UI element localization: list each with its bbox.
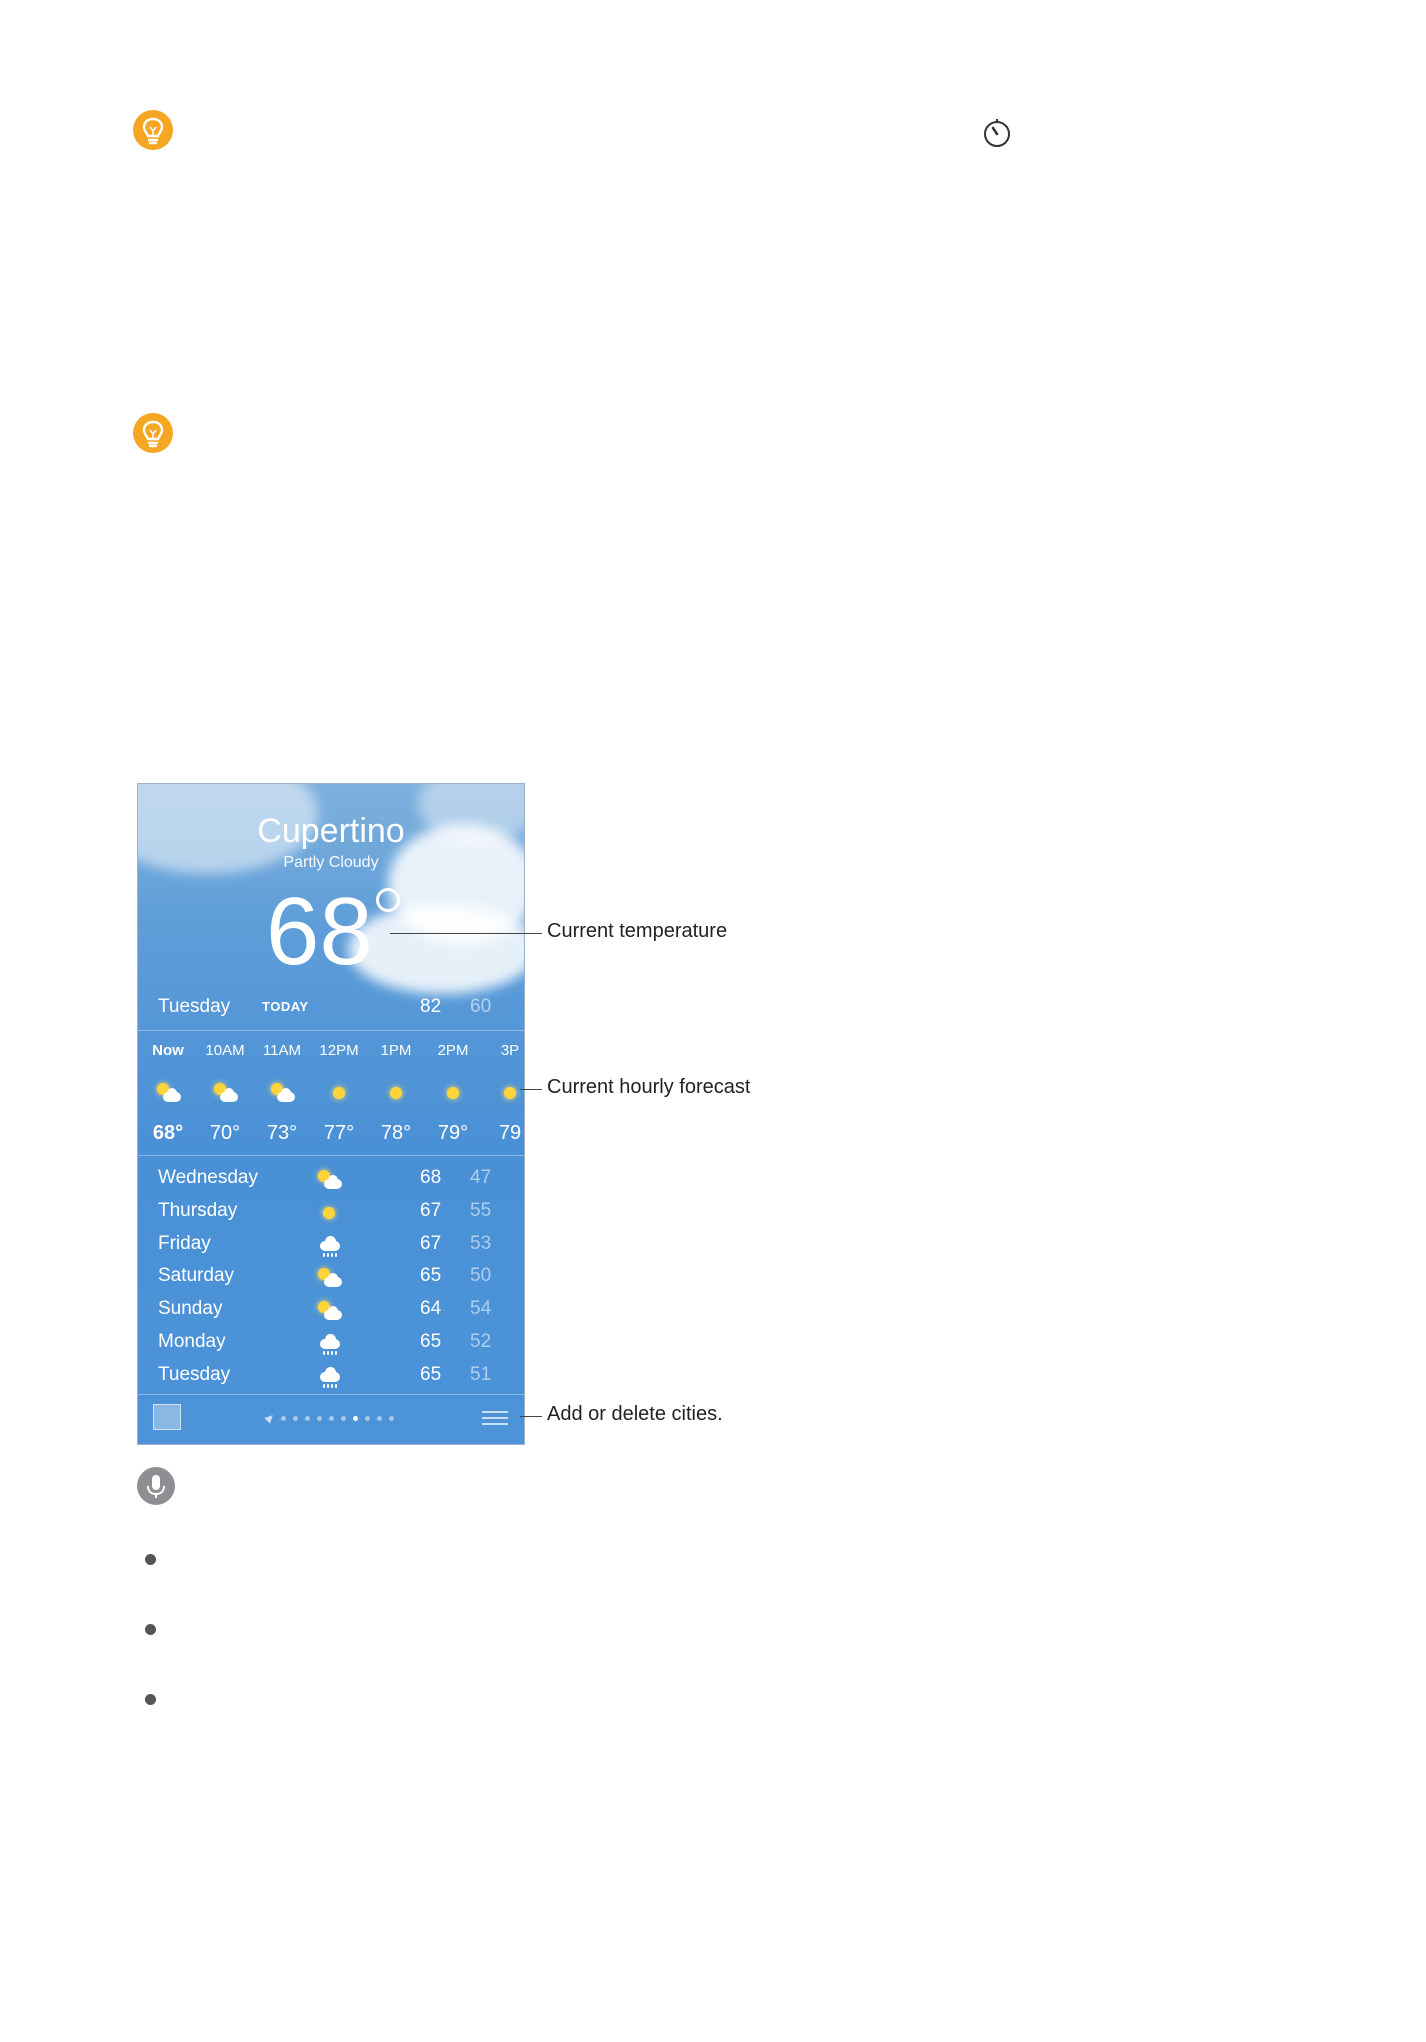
day-name: Saturday [158, 1265, 235, 1287]
hour-label: 3P [500, 1042, 520, 1059]
hour-temperature: 78° [380, 1122, 412, 1144]
callout-add-delete-cities: Add or delete cities. [547, 1403, 723, 1425]
rain-icon [316, 1366, 344, 1388]
partly-cloudy-icon [316, 1300, 344, 1322]
page-dot[interactable] [365, 1416, 370, 1421]
daily-forecast-row [158, 1233, 508, 1265]
separator [138, 1030, 524, 1031]
tip-lightbulb-icon [133, 413, 173, 453]
day-low: 54 [470, 1298, 492, 1320]
today-high: 82 [420, 996, 442, 1017]
page-dot[interactable] [281, 1416, 286, 1421]
weather-channel-logo[interactable] [153, 1404, 181, 1430]
day-high: 68 [420, 1167, 442, 1188]
daily-forecast-row [158, 1364, 508, 1396]
hour-temperature: 73° [266, 1122, 298, 1144]
hour-temperature: 70° [209, 1122, 241, 1144]
sunny-icon [497, 1082, 523, 1104]
day-low: 55 [470, 1199, 492, 1221]
city-name: Cupertino [257, 812, 405, 850]
page-dot[interactable] [305, 1416, 310, 1421]
day-name: Wednesday [158, 1167, 258, 1188]
day-name: Tuesday [158, 1363, 231, 1385]
sunny-icon [383, 1082, 409, 1104]
city-list-icon[interactable] [482, 1408, 508, 1428]
partly-cloudy-icon [316, 1267, 344, 1289]
partly-cloudy-icon [155, 1082, 181, 1104]
hour-label: 12PM [319, 1042, 359, 1059]
hour-label: 1PM [380, 1042, 412, 1059]
partly-cloudy-icon [316, 1169, 344, 1191]
daily-forecast-list [138, 1167, 524, 1387]
hour-temperature: 79 [498, 1122, 522, 1144]
page-indicator[interactable] [266, 1414, 394, 1422]
daily-forecast-row [158, 1200, 508, 1232]
daily-forecast-row [158, 1265, 508, 1297]
page-dot[interactable] [353, 1416, 358, 1421]
rain-icon [316, 1333, 344, 1355]
page-dot[interactable] [341, 1416, 346, 1421]
hour-label: 10AM [205, 1042, 245, 1059]
page-dot[interactable] [389, 1416, 394, 1421]
weather-footer [138, 1394, 524, 1444]
day-low: 51 [470, 1363, 492, 1385]
today-low: 60 [470, 996, 492, 1017]
weather-condition: Partly Cloudy [283, 854, 379, 871]
day-low: 47 [470, 1167, 492, 1188]
callout-line [390, 933, 542, 934]
callout-current-temperature: Current temperature [547, 920, 728, 942]
tip-lightbulb-icon [133, 110, 173, 150]
callout-line [520, 1416, 542, 1417]
day-high: 65 [420, 1331, 442, 1352]
sunny-icon [316, 1202, 344, 1224]
day-high: 64 [420, 1298, 442, 1320]
day-high: 65 [420, 1363, 442, 1385]
day-high: 67 [420, 1199, 442, 1221]
day-high: 65 [420, 1265, 442, 1287]
siri-microphone-icon [137, 1467, 175, 1505]
partly-cloudy-icon [269, 1082, 295, 1104]
partly-cloudy-icon [212, 1082, 238, 1104]
separator [138, 1155, 524, 1156]
today-tag: TODAY [262, 999, 309, 1014]
rain-icon [316, 1235, 344, 1257]
daily-forecast-row [158, 1298, 508, 1330]
page-dot[interactable] [377, 1416, 382, 1421]
day-name: Friday [158, 1232, 211, 1254]
degree-symbol [376, 888, 400, 912]
today-day: Tuesday [158, 996, 231, 1017]
daily-forecast-row [158, 1167, 508, 1199]
day-low: 50 [470, 1265, 492, 1287]
location-arrow-icon [264, 1412, 275, 1423]
hour-label: 11AM [262, 1042, 302, 1059]
bullet-point [145, 1554, 156, 1565]
sunny-icon [326, 1082, 352, 1104]
bullet-point [145, 1624, 156, 1635]
bullet-point [145, 1694, 156, 1705]
daily-forecast-row [158, 1331, 508, 1363]
page-dot[interactable] [329, 1416, 334, 1421]
day-high: 67 [420, 1232, 442, 1254]
day-low: 52 [470, 1331, 492, 1352]
hour-temperature: 77° [323, 1122, 355, 1144]
page-dot[interactable] [293, 1416, 298, 1421]
hourly-forecast-strip[interactable] [138, 1042, 524, 1152]
day-name: Monday [158, 1331, 226, 1352]
page-dot[interactable] [317, 1416, 322, 1421]
weather-app-screenshot [137, 783, 525, 1445]
sunny-icon [440, 1082, 466, 1104]
day-low: 53 [470, 1232, 492, 1254]
hour-label: 2PM [437, 1042, 469, 1059]
timer-icon [980, 116, 1014, 150]
day-name: Thursday [158, 1199, 238, 1221]
hour-label: Now [152, 1042, 184, 1059]
callout-hourly-forecast: Current hourly forecast [547, 1076, 751, 1098]
current-temperature: 68 [266, 878, 373, 985]
hour-temperature: 79° [437, 1122, 469, 1144]
callout-line [520, 1089, 542, 1090]
day-name: Sunday [158, 1298, 223, 1320]
hour-temperature: 68° [152, 1122, 184, 1144]
